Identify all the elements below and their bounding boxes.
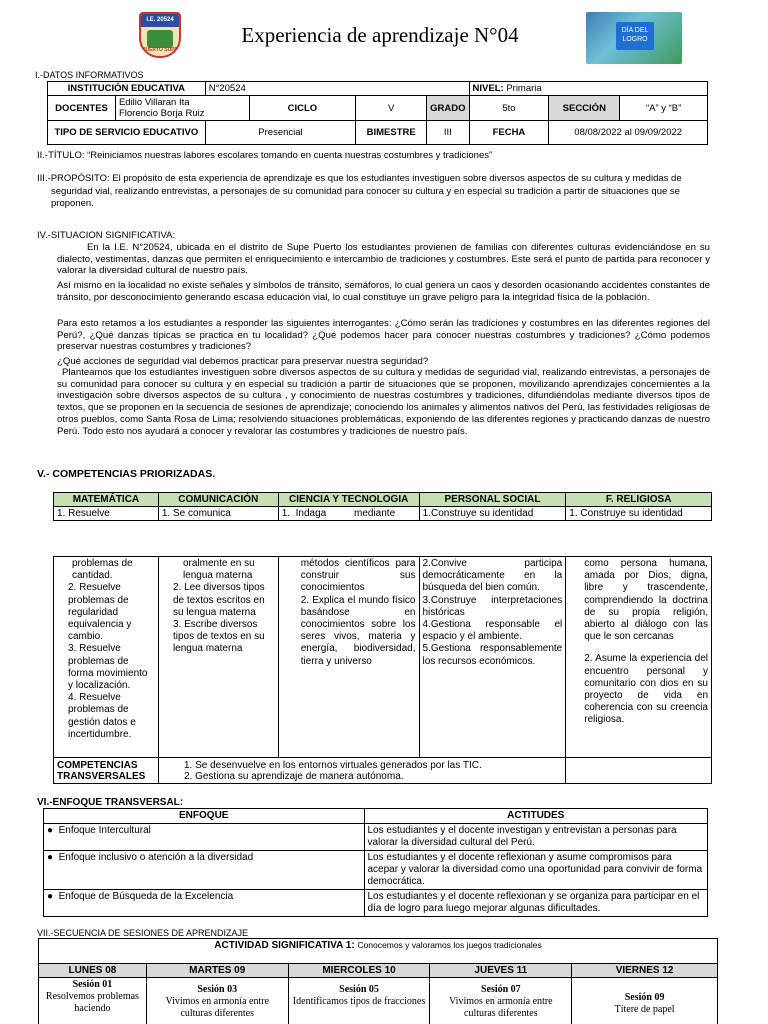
ps-item: 3.Construye interpretaciones históricas [422, 594, 563, 618]
section-1-heading: I.-DATOS INFORMATIVOS [35, 70, 144, 80]
situacion-p3: Para esto retamos a los estudiantes a responder las siguientes interrogantes: ¿Cómo serán las tradiciones y costumbres en las diferentes regiones del Perú?, ¿Qué danzas típicas se practica en tu localidad? ¿Qué podemos hacer para conocer nuestras costumbres y tradiciones? ¿Cómo podemos preservar nuestras costumbres y tradiciones? [57, 318, 710, 353]
nivel-cell [469, 82, 707, 96]
session-number: Sesión 05 [339, 984, 379, 995]
school-logo [139, 12, 181, 58]
first-religiosa: 1. Construye su identidad [566, 507, 712, 521]
header-photo [586, 12, 682, 64]
actividad-row [39, 939, 718, 964]
competencias-header-table [53, 492, 712, 521]
com-item: oralmente en su lengua materna [182, 558, 255, 582]
label-docentes: DOCENTES [48, 96, 116, 121]
photo-caption: DÍA DEL LOGRO [616, 22, 654, 50]
transversales-label: COMPETENCIAS TRANSVERSALES [54, 758, 159, 784]
actitud-3: Los estudiantes y el docente reflexionan y se organiza para participar en el día de logro para luego mejorar algunas dificultades. [364, 890, 708, 917]
actividad-text: Conocemos y valoramos los juegos tradicionales [357, 940, 542, 950]
com-item: 2. Lee diversos tipos de textos escritos en su lengua materna [172, 582, 265, 618]
sesiones-table [38, 938, 718, 1024]
value-nivel: Primaria [506, 83, 542, 94]
datos-informativos-table [47, 81, 708, 145]
com-item: 3. Escribe diversos tipos de textos en su lengua materna [172, 619, 265, 655]
ps-item: 5.Gestiona responsablemente los recursos económicos. [422, 643, 563, 667]
label-fecha: FECHA [469, 121, 549, 145]
actitud-1: Los estudiantes y el docente investigan y entrevistan a personas para valorar la diversidad cultural del Perú. [364, 824, 708, 851]
label-grado: GRADO [427, 96, 469, 121]
label-bimestre: BIMESTRE [356, 121, 427, 145]
session-number: Sesión 09 [624, 992, 665, 1003]
mat-item: 3. Resuelve problemas de forma movimiento y localización. [68, 643, 148, 692]
cyt-item: métodos científicos para construir sus conocimientos [300, 558, 416, 594]
enfoque-name: Enfoque de Búsqueda de la Excelencia [58, 891, 234, 902]
session-topic: Títere de papel [614, 1004, 675, 1015]
session-topic: Vivimos en armonía entre culturas diferentes [449, 996, 553, 1019]
session-number: Sesión 01 [72, 979, 113, 990]
label-ciclo: CICLO [249, 96, 356, 121]
situacion-p4: ¿Qué acciones de seguridad vial debemos practicar para preservar nuestra seguridad? [57, 356, 429, 367]
logo-subtext: PUERTO SUPE [142, 47, 178, 53]
header-actitudes: ACTITUDES [364, 809, 708, 824]
enfoque-name: Enfoque Intercultural [58, 825, 151, 836]
mat-item: 4. Resuelve problemas de gestión datos e incertidumbre. [68, 692, 136, 740]
first-ciencia: 1. Indaga mediante [278, 507, 419, 521]
value-grado: 5to [469, 96, 549, 121]
bullet-icon: ● [47, 891, 59, 902]
cyt-competencias [278, 557, 419, 758]
document-title: Experiencia de aprendizaje N°04 [241, 23, 519, 47]
section-5-heading: V.- COMPETENCIAS PRIORIZADAS. [37, 468, 216, 480]
ps-item: 4.Gestiona responsable el espacio y el ambiente. [422, 619, 563, 643]
header-matematica: MATEMÁTICA [54, 493, 159, 507]
section-3-proposito: III.-PROPÓSITO: El propósito de esta experiencia de aprendizaje es que los estudiantes investiguen sobre diversos aspectos de su cultura y medidas de seguridad vial, realizando entrevistas, a personajes de su comunidad para conocer su cultura y en especial su tradición a partir de situaciones que se proponen. [37, 173, 682, 209]
session-cell [39, 978, 147, 1024]
session-cell [430, 978, 572, 1024]
label-nivel: NIVEL: [472, 83, 504, 94]
session-topic: Resolvemos problemas haciendo [45, 991, 139, 1014]
logo-text: I.E. 20524 [141, 14, 179, 27]
transversales-items [158, 758, 565, 784]
header-personal-social: PERSONAL SOCIAL [419, 493, 566, 507]
rel-item: 2. Asume la experiencia del encuentro personal y comunitario con dios en su proyecto de vida en coherencia con su creencia religiosa. [584, 653, 708, 726]
section-7-heading: VII.-SECUENCIA DE SESIONES DE APRENDIZAJE [37, 928, 249, 938]
session-cell [572, 978, 718, 1024]
enfoque-row-1 [44, 824, 365, 851]
bullet-icon: ● [47, 825, 59, 836]
label-tipo-servicio: TIPO DE SERVICIO EDUCATIVO [48, 121, 206, 145]
mat-item: 2. Resuelve problemas de regularidad equivalencia y cambio. [68, 582, 132, 643]
transversal-item: 2. Gestiona su aprendizaje de manera autónoma. [183, 770, 404, 782]
header-religiosa: F. RELIGIOSA [566, 493, 712, 507]
header-comunicacion: COMUNICACIÓN [158, 493, 278, 507]
value-fecha: 08/08/2022 al 09/09/2022 [549, 121, 708, 145]
competencias-body-table [53, 556, 712, 784]
value-institucion: N°20524 [205, 82, 469, 96]
session-topic: Vivimos en armonía entre culturas diferentes [165, 996, 270, 1019]
label-seccion: SECCIÓN [549, 96, 620, 121]
day-header: LUNES 08 [39, 964, 147, 978]
com-competencias [158, 557, 278, 758]
docente-2: Florencio Borja Ruiz [118, 108, 205, 119]
session-number: Sesión 07 [480, 984, 521, 995]
day-header: MIERCOLES 10 [288, 964, 430, 978]
enfoque-name: Enfoque inclusivo o atención a la diversidad [58, 852, 254, 863]
label-institucion: INSTITUCIÓN EDUCATIVA [48, 82, 206, 96]
session-cell [146, 978, 288, 1024]
session-cell [288, 978, 430, 1024]
transversales-empty [566, 758, 712, 784]
enfoque-row-2 [44, 851, 365, 890]
bullet-icon: ● [47, 852, 59, 863]
section-2-titulo: II.-TÍTULO: “Reiniciamos nuestras labores escolares tomando en cuenta nuestras costumbres y tradiciones” [37, 150, 493, 161]
first-comunicacion: 1. Se comunica [158, 507, 278, 521]
actitud-2: Los estudiantes y el docente reflexionan y asume compromisos para acepar y valorar la diversidad como una oportunidad para convivir de forma democrática. [364, 851, 708, 890]
value-bimestre: III [427, 121, 469, 145]
situacion-p1: En la I.E. N°20524, ubicada en el distrito de Supe Puerto los estudiantes provienen de familias con diferentes culturas evidenciándose en su dialecto, vestimentas, danzas que permiten el enriquecimiento e intercambio de tradiciones y costumbres. Este será el punto de partida para reconocer y valorar la diversidad cultural de nuestro país. [57, 242, 710, 277]
header-ciencia: CIENCIA Y TECNOLOGIA [278, 493, 419, 507]
ps-item: 2.Convive participa democráticamente en la búsqueda del bien común. [422, 558, 563, 594]
day-header: MARTES 09 [146, 964, 288, 978]
day-header: VIERNES 12 [572, 964, 718, 978]
value-tipo-servicio: Presencial [205, 121, 356, 145]
mat-item: problemas de cantidad. [72, 558, 133, 582]
first-matematica: 1. Resuelve [54, 507, 159, 521]
section-6-heading: VI.-ENFOQUE TRANSVERSAL: [37, 797, 184, 808]
first-personal-social: 1.Construye su identidad [419, 507, 566, 521]
section-4-heading: IV.-SITUACION SIGNIFICATIVA: [37, 230, 176, 241]
situacion-p5: Planteamos que los estudiantes investiguen sobre diversos aspectos de su cultura y medidas de seguridad vial, realizando entrevistas, a personajes de su comunidad para conocer su cultura y en especial su tradición a partir de situaciones que se proponen, movilizando aprendizajes concernientes a la investigación sobre diversos aspectos de su cultura , y conocimiento de nuestras costumbres y tradiciones, difundiéndolas mediante diversos tipos de textos, que se proponen en la secuencia de sesiones de aprendizaje; conociendo los animales y alimentos nativos del Perú, las festividades religiosas de otros pueblos, como Santa Rosa de Lima; resolviendo situaciones problemáticas, exponiendo de las diferentes regiones y practicando danzas de nuestro Perú. Todo esto nos ayudará a conocer y revalorar las costumbres y tradiciones de nuestro país. [57, 367, 710, 437]
header-enfoque: ENFOQUE [44, 809, 365, 824]
enfoque-row-3 [44, 890, 365, 917]
ps-competencias [419, 557, 566, 758]
enfoque-table [43, 808, 708, 917]
docente-1: Edilio Villaran Ita [118, 97, 190, 108]
value-ciclo: V [356, 96, 427, 121]
logo-emblem [147, 30, 173, 48]
situacion-p2: Así mismo en la localidad no existe señales y símbolos de tránsito, semáforos, lo cual genera un caos y desorden ocasionando accidentes constantes de tránsito, por desconocimiento generando escasa educación vial, lo cual constituye un grave peligro para la integridad física de la población. [57, 280, 710, 303]
mat-competencias [54, 557, 159, 758]
transversal-item: 1. Se desenvuelve en los entornos virtuales generados por las TIC. [183, 759, 482, 771]
session-number: Sesión 03 [197, 984, 238, 995]
value-seccion: “A” y “B” [620, 96, 708, 121]
actividad-label: ACTIVIDAD SIGNIFICATIVA 1: [214, 940, 355, 951]
value-docentes [115, 96, 249, 121]
rel-competencias [566, 557, 712, 758]
rel-item: como persona humana, amada por Dios, digna, libre y trascendente, comprendiendo la doctrina de su propia religión, abierto al diálogo con las que le son cercanas [584, 558, 708, 643]
cyt-item: 2. Explica el mundo físico basándose en conocimientos sobre los seres vivos, materia y energía, biodiversidad, tierra y universo [300, 594, 416, 667]
day-header: JUEVES 11 [430, 964, 572, 978]
session-topic: Identificamos tipos de fracciones [292, 996, 426, 1007]
